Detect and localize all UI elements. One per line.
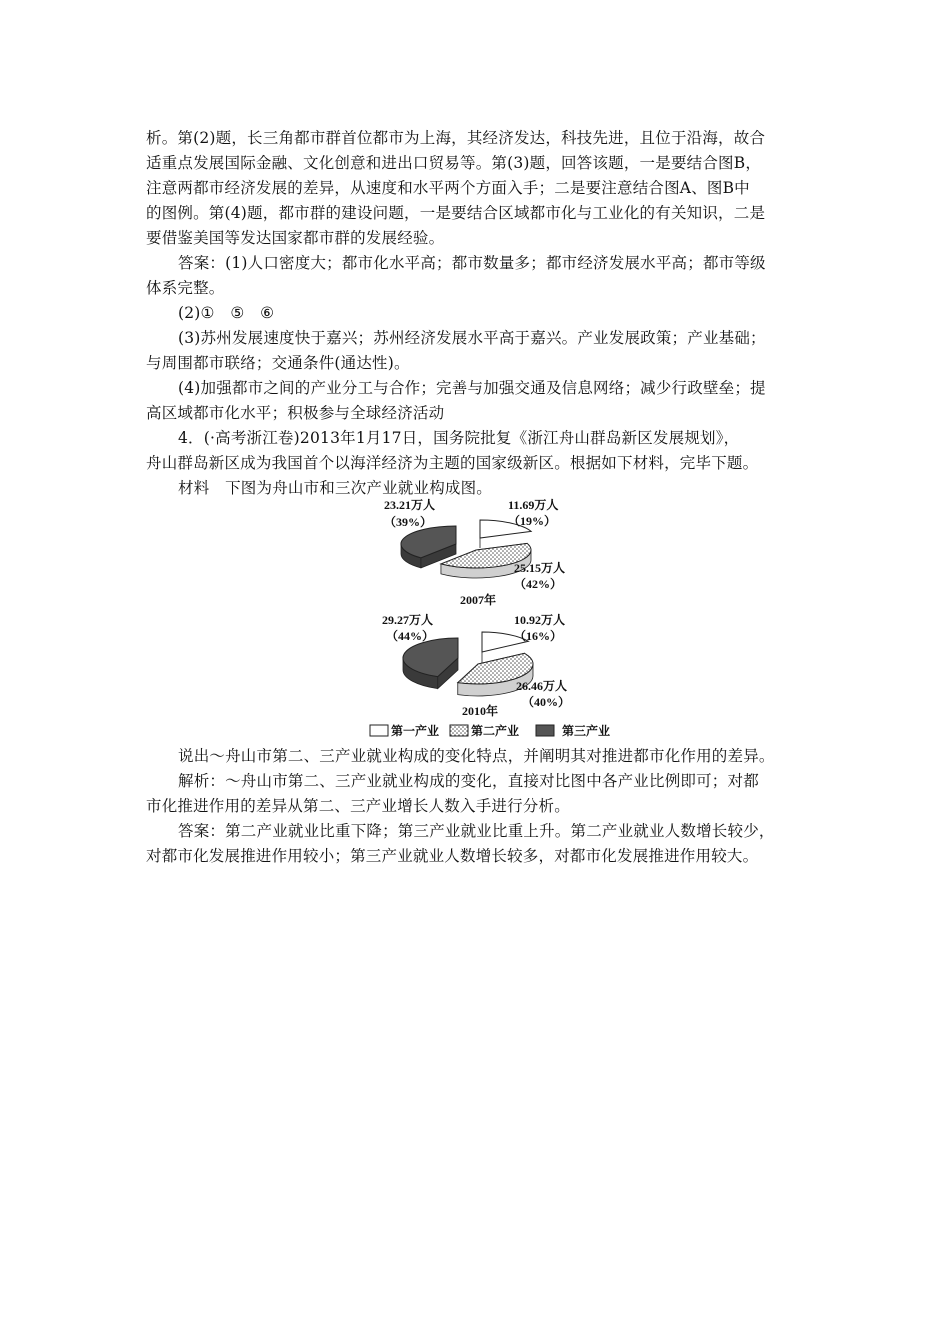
answer-line: (3)苏州发展速度快于嘉兴；苏州经济发展水平高于嘉兴。产业发展政策；产业基础； [178,329,766,347]
year-2010-title: 2010年 [462,704,499,718]
question-line: 说出～舟山市第二、三产业就业构成的变化特点，并阐明其对推进都市化作用的差异。 [178,747,775,765]
answer-line: (4)加强都市之间的产业分工与合作；完善与加强交通及信息网络；减少行政壁垒；提 [178,379,766,397]
label-2007-primary-pct: （19%） [508,514,557,528]
label-2007-tertiary-value: 23.21万人 [384,498,436,512]
paragraph-line: 适重点发展国际金融、文化创意和进出口贸易等。第(3)题，回答该题，一是要结合图B， [146,154,762,172]
answer-line: 对都市化发展推进作用较小；第三产业就业人数增长较多，对都市化发展推进作用较大。 [146,847,759,865]
paragraph-line: 的图例。第(4)题，都市群的建设问题，一是要结合区域都市化与工业化的有关知识，二是 [146,204,766,222]
answer-line: 高区域都市化水平；积极参与全球经济活动 [146,404,445,422]
employment-pie-charts [340,492,640,744]
material-line: 材料 下图为舟山市和三次产业就业构成图。 [178,479,493,497]
answer-line: 答案：(1)人口密度大；都市化水平高；都市数量多；都市经济发展水平高；都市等级 [178,254,766,272]
legend-label-tertiary: 第三产业 [562,724,611,738]
label-2010-secondary-value: 26.46万人 [516,679,568,693]
year-2007-title: 2007年 [460,593,497,607]
legend-swatch-tertiary [536,725,554,736]
label-2007-secondary-pct: （42%） [514,577,563,591]
label-2010-primary-pct: （16%） [514,629,563,643]
label-2010-tertiary-value: 29.27万人 [382,613,434,627]
legend-label-primary: 第一产业 [391,724,440,738]
question-line: 舟山群岛新区成为我国首个以海洋经济为主题的国家级新区。根据如下材料，完毕下题。 [146,454,759,472]
question-line: 4．(·高考浙江卷)2013年1月17日，国务院批复《浙江舟山群岛新区发展规划》， [178,429,740,447]
answer-line: (2)① ⑤ ⑥ [178,304,275,322]
label-2010-tertiary-pct: （44%） [386,629,435,643]
legend-swatch-secondary [450,725,468,736]
paragraph-line: 析。第(2)题，长三角都市群首位都市为上海，其经济发达，科技先进，且位于沿海，故合 [146,129,766,147]
answer-line: 与周围都市联络；交通条件(通达性)。 [146,354,410,372]
label-2010-primary-value: 10.92万人 [514,613,566,627]
legend-swatch-primary [370,725,388,736]
analysis-line: 解析：～舟山市第二、三产业就业构成的变化，直接对比图中各产业比例即可；对都 [178,772,759,790]
answer-line: 答案：第二产业就业比重下降；第三产业就业比重上升。第二产业就业人数增长较少， [178,822,775,840]
chart-legend [370,723,610,738]
label-2007-tertiary-pct: （39%） [384,515,433,529]
analysis-line: 市化推进作用的差异从第二、三产业增长人数入手进行分析。 [146,797,570,815]
label-2010-secondary-pct: （40%） [522,695,571,709]
paragraph-line: 要借鉴美国等发达国家都市群的发展经验。 [146,229,445,247]
label-2007-secondary-value: 25.15万人 [514,561,566,575]
paragraph-line: 注意两都市经济发展的差异，从速度和水平两个方面入手；二是要注意结合图A、图B中 [146,179,750,197]
answer-line: 体系完整。 [146,279,225,297]
label-2007-primary-value: 11.69万人 [508,498,559,512]
legend-label-secondary: 第二产业 [471,724,520,738]
